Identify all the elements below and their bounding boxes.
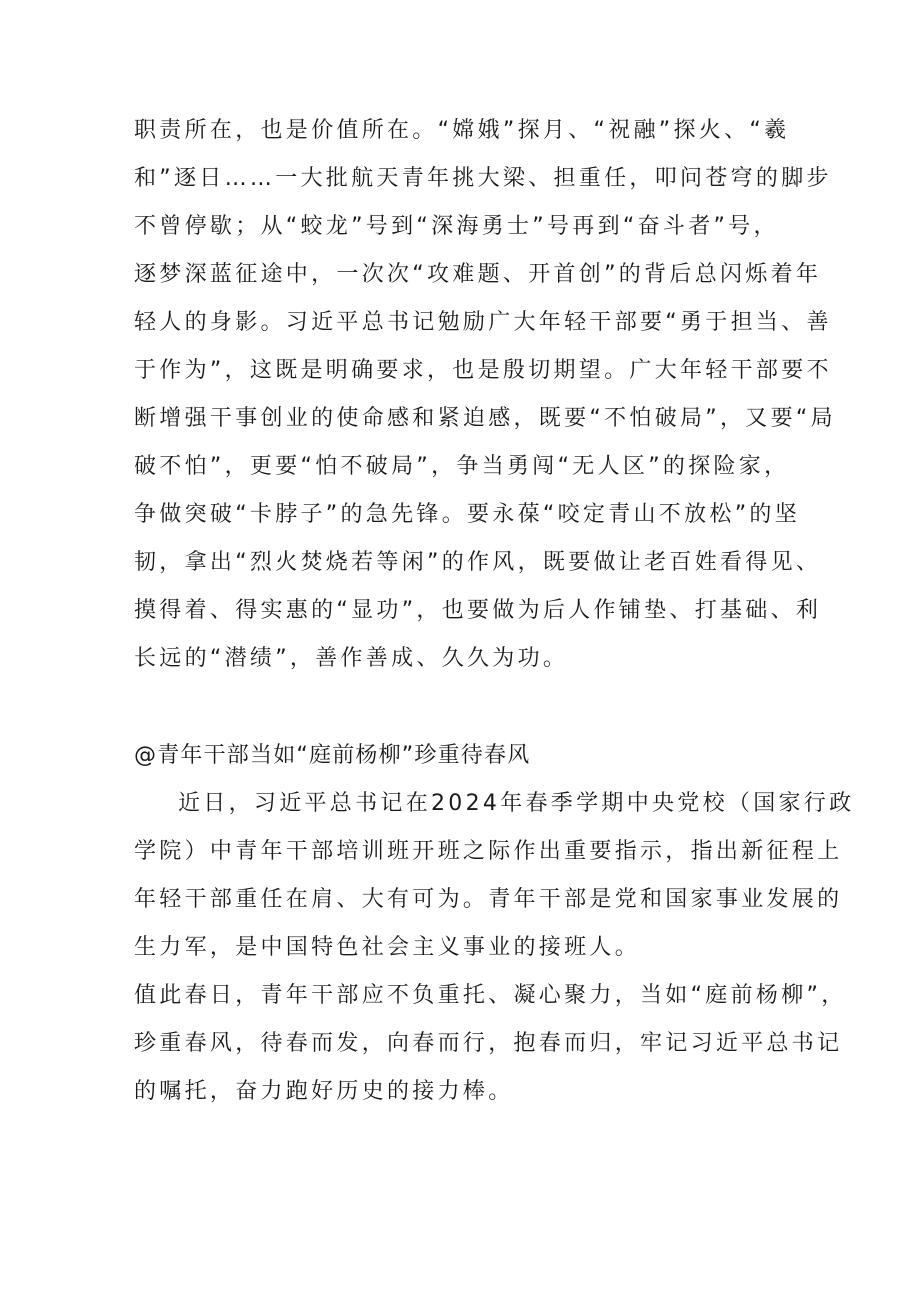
text-line: 韧，拿出“烈火焚烧若等闲”的作风，既要做让老百姓看得见、	[134, 550, 822, 575]
text-line: 摸得着、得实惠的“显功”，也要做为后人作铺垫、打基础、利	[134, 598, 822, 623]
text-line: 破不怕”，更要“怕不破局”，争当勇闯“无人区”的探险家，	[134, 454, 790, 479]
text-line: 年轻干部重任在肩、大有可为。青年干部是党和国家事业发展的	[134, 887, 843, 912]
text-line: 的嘱托，奋力跑好历史的接力棒。	[134, 1079, 514, 1104]
text-line: 轻人的身影。习近平总书记勉励广大年轻干部要“勇于担当、善	[134, 310, 832, 335]
section-heading: @青年干部当如“庭前杨柳”珍重待春风	[134, 743, 531, 768]
text-line: 珍重春风，待春而发，向春而行，抱春而归，牢记习近平总书记	[134, 1031, 843, 1056]
text-line: 生力军，是中国特色社会主义事业的接班人。	[134, 935, 641, 960]
text-line: 值此春日，青年干部应不负重托、凝心聚力，当如“庭前杨柳”，	[134, 983, 847, 1008]
text-line: 长远的“潜绩”，善作善成、久久为功。	[134, 646, 569, 671]
text-line: 职责所在，也是价值所在。“嫦娥”探月、“祝融”探火、“羲	[134, 118, 790, 143]
text-line: 不曾停歇；从“蛟龙”号到“深海勇士”号再到“奋斗者”号，	[134, 214, 779, 239]
text-line: 逐梦深蓝征途中，一次次“攻难题、开首创”的背后总闪烁着年	[134, 262, 822, 287]
text-line: 争做突破“卡脖子”的急先锋。要永葆“咬定青山不放松”的坚	[134, 502, 800, 527]
text-line: 断增强干事创业的使命感和紧迫感，既要“不怕破局”，又要“局	[134, 406, 836, 431]
text-line: 和”逐日……一大批航天青年挑大梁、担重任，叩问苍穹的脚步	[134, 166, 832, 191]
text-line: 近日，习近平总书记在2024年春季学期中央党校（国家行政	[178, 791, 855, 816]
text-line: 于作为”，这既是明确要求，也是殷切期望。广大年轻干部要不	[134, 358, 832, 383]
text-line: 学院）中青年干部培训班开班之际作出重要指示，指出新征程上	[134, 839, 843, 864]
